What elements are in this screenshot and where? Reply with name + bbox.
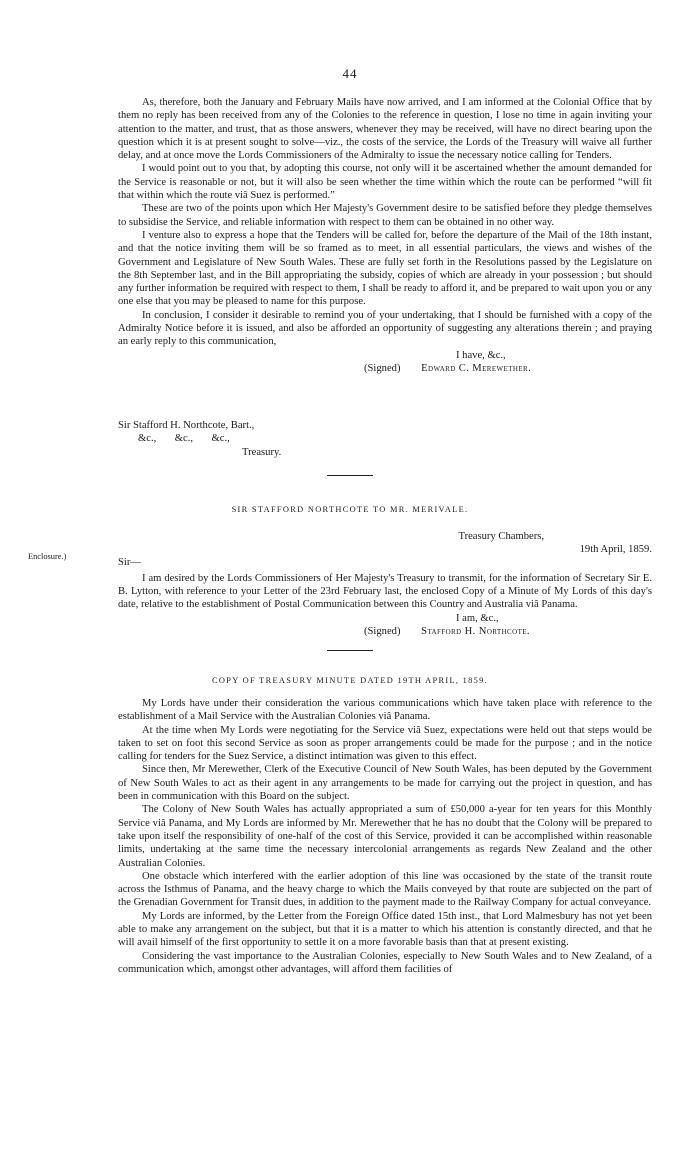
closing: I have, &c., (456, 349, 506, 361)
letter-heading: SIR STAFFORD NORTHCOTE TO MR. MERIVALE. (231, 505, 469, 514)
paragraph: I venture also to express a hope that the Tenders will be called for, before the departure of the Mail of the 18th instant, and that the notice inviting them will be so framed as to meet, in all essential particulars, the views and wishes of the Government and Legislature of New South Wales. These are fully set forth in the Resolutions passed by the Legislature on the 8th September last, and in the Bill appropriating the subsidy, copies of which are already in your possession ; but should any further information be required with respect to them, I shall be ready to afford it, and be prepared to wait upon you or any one else that you may be pleased to name for this purpose. (118, 229, 652, 308)
signatory: Edward C. Merewether. (421, 362, 532, 374)
signed-label: (Signed) (364, 626, 401, 638)
paragraph: I am desired by the Lords Commissioners of Her Majesty's Treasury to transmit, for the information of Secretary Sir E. B. Lytton, with reference to your Letter of the 23rd February last, the enclosed Copy of a Minute of My Lords of this day's date, relative to the establishment of Postal Communication between this Country and Australia viâ Panama. (118, 572, 652, 611)
salutation: Sir— (118, 556, 141, 568)
paragraph: As, therefore, both the January and February Mails have now arrived, and I am informed at the Colonial Office that by them no reply has been received from any of the Colonies to the reference in question, I lose no time in again inviting your attention to the matter, and trust, that as those answers, whenever they may be received, will have no direct bearing upon the question which it is at present sought to solve—viz., the costs of the service, the Lords of the Treasury will waive all further delay, and at once move the Lords Commissioners of the Admiralty to issue the necessary notice calling for Tenders. (118, 97, 652, 162)
margin-note-enclosure: Enclosure.) (28, 552, 67, 561)
paragraph: My Lords are informed, by the Letter from the Foreign Office dated 15th inst., that Lord Malmesbury has not yet been able to make any arrangement on the subject, but that it is a matter to which his attention is constantly directed, and that he will avail himself of the first opportunity to settle it on a more favorable basis than that at present existing. (118, 910, 652, 949)
treasury-minute (118, 697, 652, 976)
letter-place: Treasury Chambers, (458, 531, 544, 542)
paragraph: These are two of the points upon which Her Majesty's Government desire to be satisfied before they pledge themselves to subsidise the Service, and reliable information with respect to them can be obtained in no other way. (118, 203, 652, 228)
letter-date: 19th April, 1859. (579, 544, 652, 556)
paragraph: Considering the vast importance to the Australian Colonies, especially to New South Wales and to New Zealand, of a communication which, amongst other advantages, will afford them facilities of (118, 950, 652, 975)
signature-line (118, 625, 652, 638)
paragraph: The Colony of New South Wales has actually appropriated a sum of £50,000 a-year for ten years for this Monthly Service viâ Panama, and My Lords are informed by Mr. Merewether that he has no doubt that the Colony will be prepared to take upon itself the responsibility of one-half of the cost of this Service, provided it can be accomplished within reasonable limits, undertaking at the same time the necessary intercolonial arrangements as regards New Zealand and the other Australian Colonies. (118, 804, 652, 869)
signed-label: (Signed) (364, 362, 401, 374)
paragraph: I would point out to you that, by adopting this course, not only will it be ascertained whether the amount demanded for the Service is reasonable or not, but it will also be seen whether the time within which the route can be performed “will fit that within which the route viâ Suez is performed.” (118, 163, 652, 202)
closing: I am, &c., (456, 612, 499, 624)
section-divider (327, 475, 373, 476)
addressee-block (118, 419, 652, 459)
paragraph: My Lords have under their consideration the various communications which have taken place with reference to the establishment of a Mail Service with the Australian Colonies viâ Panama. (118, 698, 652, 723)
letter-merewether (118, 96, 652, 375)
addressee-etc: &c., &c., &c., (138, 433, 230, 445)
paragraph: At the time when My Lords were negotiating for the Service viâ Suez, expectations were held out that steps would be taken to set on foot this second Service as soon as proper arrangements could be made for the purpose ; and in the notice calling for tenders for the Suez Service, a distinct intimation was given to this effect. (118, 724, 652, 763)
signatory: Stafford H. Northcote. (421, 626, 530, 638)
section-divider (327, 650, 373, 651)
signature-line (118, 362, 652, 375)
paragraph: In conclusion, I consider it desirable to remind you of your undertaking, that I should be furnished with a copy of the Admiralty Notice before it is issued, and also be afforded an opportunity of suggesting any alterations therein ; and praying an early reply to this communication, (118, 309, 652, 348)
paragraph: One obstacle which interfered with the earlier adoption of this line was occasioned by the state of the transit route across the Isthmus of Panama, and the heavy charge to which the Mails conveyed by that route are subjected on the part of the Grenadian Government for Transit dues, in addition to the payment made to the Railway Company for actual conveyance. (118, 870, 652, 909)
minute-heading: COPY OF TREASURY MINUTE DATED 19TH APRIL, 1859. (212, 676, 488, 685)
letter-northcote (118, 530, 652, 638)
addressee-place: Treasury. (242, 446, 282, 458)
addressee-name: Sir Stafford H. Northcote, Bart., (118, 420, 255, 431)
paragraph: Since then, Mr Merewether, Clerk of the Executive Council of New South Wales, has been deputed by the Government of New South Wales to act as their agent in any arrangements to be made for carrying out the project in question, and has been in communication with this Board on the subject. (118, 764, 652, 803)
page-number: 44 (342, 66, 358, 81)
